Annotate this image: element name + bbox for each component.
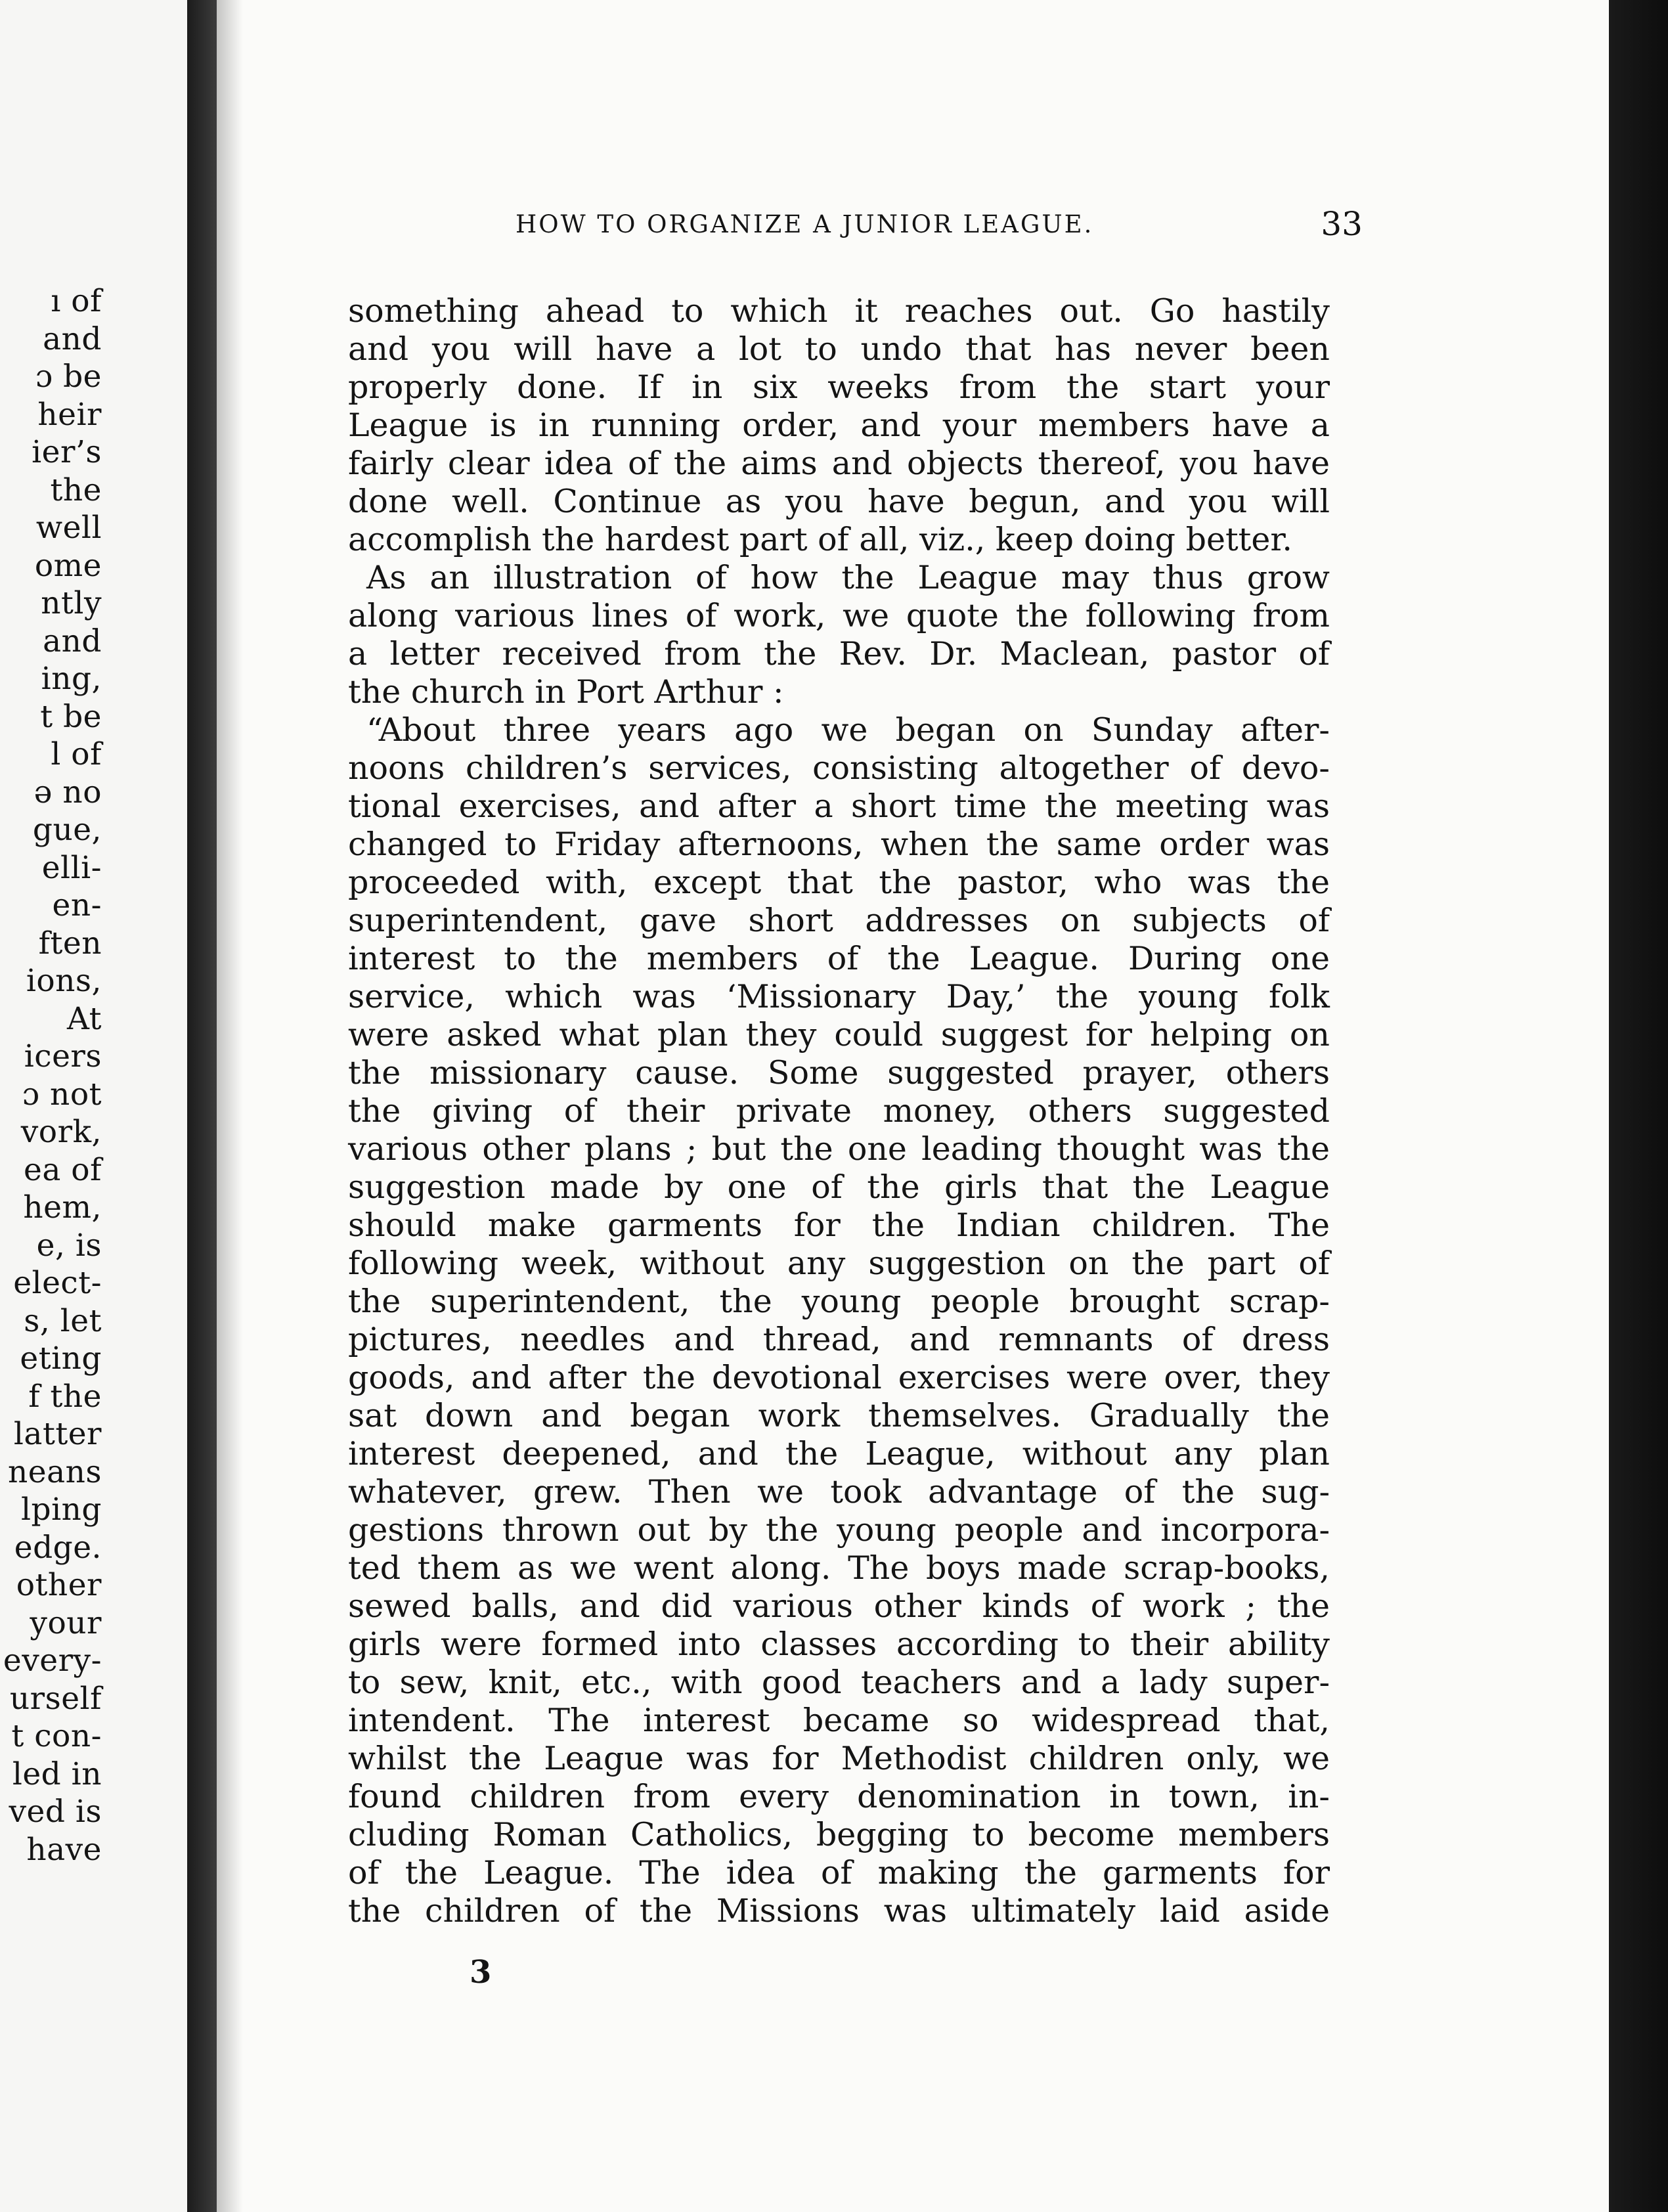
- left-page-line: the: [50, 472, 102, 508]
- running-head: [299, 205, 1363, 250]
- left-page-line: ı of: [51, 283, 102, 319]
- text-line: whilst the League was for Methodist children only, we: [348, 1740, 1330, 1777]
- text-line: proceeded with, except that the pastor, who was the: [348, 864, 1330, 901]
- text-line: superintendent, gave short addresses on subjects of: [348, 902, 1330, 939]
- left-page-line: e, is: [36, 1227, 102, 1264]
- text-line: suggestion made by one of the girls that the League: [348, 1168, 1330, 1206]
- left-page-line: ɔ not: [22, 1076, 102, 1113]
- left-page-line: ions,: [26, 963, 102, 999]
- text-line: should make garments for the Indian children. The: [348, 1206, 1330, 1244]
- left-page-line: other: [16, 1567, 102, 1603]
- right-page-edge: [1609, 0, 1668, 2212]
- text-line: cluding Roman Catholics, begging to become members: [348, 1816, 1330, 1853]
- text-line: As an illustration of how the League may thus grow: [366, 559, 1330, 596]
- left-page-line: eting: [20, 1340, 102, 1377]
- text-line: of the League. The idea of making the garments for: [348, 1854, 1330, 1891]
- left-page-line: well: [35, 510, 102, 546]
- text-line: noons children’s services, consisting altogether of devo-: [348, 749, 1330, 787]
- text-line: ted them as we went along. The boys made scrap-books,: [348, 1549, 1330, 1587]
- text-line: done well. Continue as you have begun, and you will: [348, 483, 1330, 520]
- text-line: the children of the Missions was ultimately laid aside: [348, 1892, 1330, 1930]
- text-line: whatever, grew. Then we took advantage of the sug-: [348, 1473, 1330, 1511]
- text-line: following week, without any suggestion on the part of: [348, 1245, 1330, 1282]
- left-page-line: vork,: [20, 1114, 102, 1150]
- left-page-line: ɔ be: [35, 359, 102, 395]
- text-line: interest deepened, and the League, without any plan: [348, 1435, 1330, 1472]
- text-line: “About three years ago we began on Sunday after-: [366, 711, 1330, 749]
- page-number: 33: [1321, 205, 1363, 243]
- left-page-line: en-: [52, 887, 102, 923]
- text-line: found children from every denomination in town, in-: [348, 1778, 1330, 1815]
- left-page-line: latter: [13, 1416, 102, 1452]
- text-line: girls were formed into classes according to their ability: [348, 1626, 1330, 1663]
- left-page-line: your: [30, 1604, 102, 1641]
- text-line: fairly clear idea of the aims and objects thereof, you have: [348, 445, 1330, 482]
- running-title: HOW TO ORGANIZE A JUNIOR LEAGUE.: [516, 210, 1094, 238]
- left-page-line: ə no: [33, 774, 102, 810]
- text-line: and you will have a lot to undo that has never been: [348, 330, 1330, 368]
- body-text: [348, 292, 1330, 1930]
- text-line: changed to Friday afternoons, when the same order was: [348, 826, 1330, 863]
- left-page-line: f the: [28, 1378, 102, 1415]
- left-page-line: At: [66, 1000, 102, 1037]
- text-line: accomplish the hardest part of all, viz., keep doing better.: [348, 521, 1292, 558]
- left-page-line: elect-: [13, 1265, 102, 1301]
- left-page-line: and: [43, 321, 102, 357]
- text-line: various other plans ; but the one leading thought was the: [348, 1130, 1330, 1168]
- book-gutter: [187, 0, 217, 2212]
- text-line: to sew, knit, etc., with good teachers and a lady super-: [348, 1664, 1330, 1701]
- text-line: the superintendent, the young people brought scrap-: [348, 1283, 1330, 1320]
- text-line: League is in running order, and your members have a: [348, 407, 1330, 444]
- left-page-line: ier’s: [32, 434, 102, 470]
- text-line: sewed balls, and did various other kinds of work ; the: [348, 1587, 1330, 1625]
- page-curl-shadow: [217, 0, 243, 2212]
- text-line: the church in Port Arthur :: [348, 673, 784, 711]
- left-page-line: ved is: [9, 1794, 102, 1830]
- text-line: the missionary cause. Some suggested prayer, others: [348, 1054, 1330, 1092]
- left-page-line: led in: [12, 1756, 102, 1792]
- left-page-line: lping: [20, 1492, 102, 1528]
- text-line: gestions thrown out by the young people and incorpora-: [348, 1511, 1330, 1549]
- text-line: sat down and began work themselves. Gradually the: [348, 1397, 1330, 1434]
- left-page-line: hem,: [23, 1189, 102, 1226]
- text-line: service, which was ‘Missionary Day,’ the young folk: [348, 978, 1330, 1015]
- text-line: tional exercises, and after a short time the meeting was: [348, 787, 1330, 825]
- left-page-line: urself: [9, 1680, 102, 1717]
- left-page-line: ome: [34, 547, 102, 584]
- left-page-line: elli-: [41, 849, 102, 886]
- left-page-line: and: [43, 623, 102, 659]
- left-page-line: heir: [37, 396, 102, 433]
- left-page-line: have: [26, 1831, 102, 1868]
- left-page-line: every-: [3, 1643, 102, 1679]
- text-line: along various lines of work, we quote the following from: [348, 597, 1330, 634]
- text-line: properly done. If in six weeks from the start your: [348, 368, 1330, 406]
- text-line: pictures, needles and thread, and remnants of dress: [348, 1321, 1330, 1358]
- left-page-line: t con-: [11, 1718, 102, 1754]
- text-line: interest to the members of the League. During one: [348, 940, 1330, 977]
- left-page-line: neans: [8, 1453, 102, 1490]
- left-page-line: ea of: [24, 1151, 102, 1188]
- left-page-line: s, let: [24, 1302, 102, 1339]
- signature-mark: 3: [470, 1954, 492, 1991]
- text-line: goods, and after the devotional exercises were over, they: [348, 1359, 1330, 1396]
- left-page-line: ften: [38, 925, 102, 962]
- text-line: something ahead to which it reaches out. Go hastily: [348, 292, 1330, 330]
- left-page-line: icers: [24, 1038, 102, 1074]
- text-line: intendent. The interest became so widespread that,: [348, 1702, 1330, 1739]
- text-line: the giving of their private money, others suggested: [348, 1092, 1330, 1130]
- left-page-line: ing,: [41, 661, 102, 697]
- text-line: were asked what plan they could suggest for helping on: [348, 1016, 1330, 1053]
- text-line: a letter received from the Rev. Dr. Maclean, pastor of: [348, 635, 1330, 673]
- left-page-line: t be: [40, 698, 102, 735]
- left-facing-page: [0, 0, 187, 2212]
- left-page-line: l of: [51, 736, 102, 772]
- left-page-line: gue,: [32, 812, 102, 848]
- left-page-line: edge.: [14, 1529, 102, 1566]
- left-page-line: ntly: [41, 585, 102, 621]
